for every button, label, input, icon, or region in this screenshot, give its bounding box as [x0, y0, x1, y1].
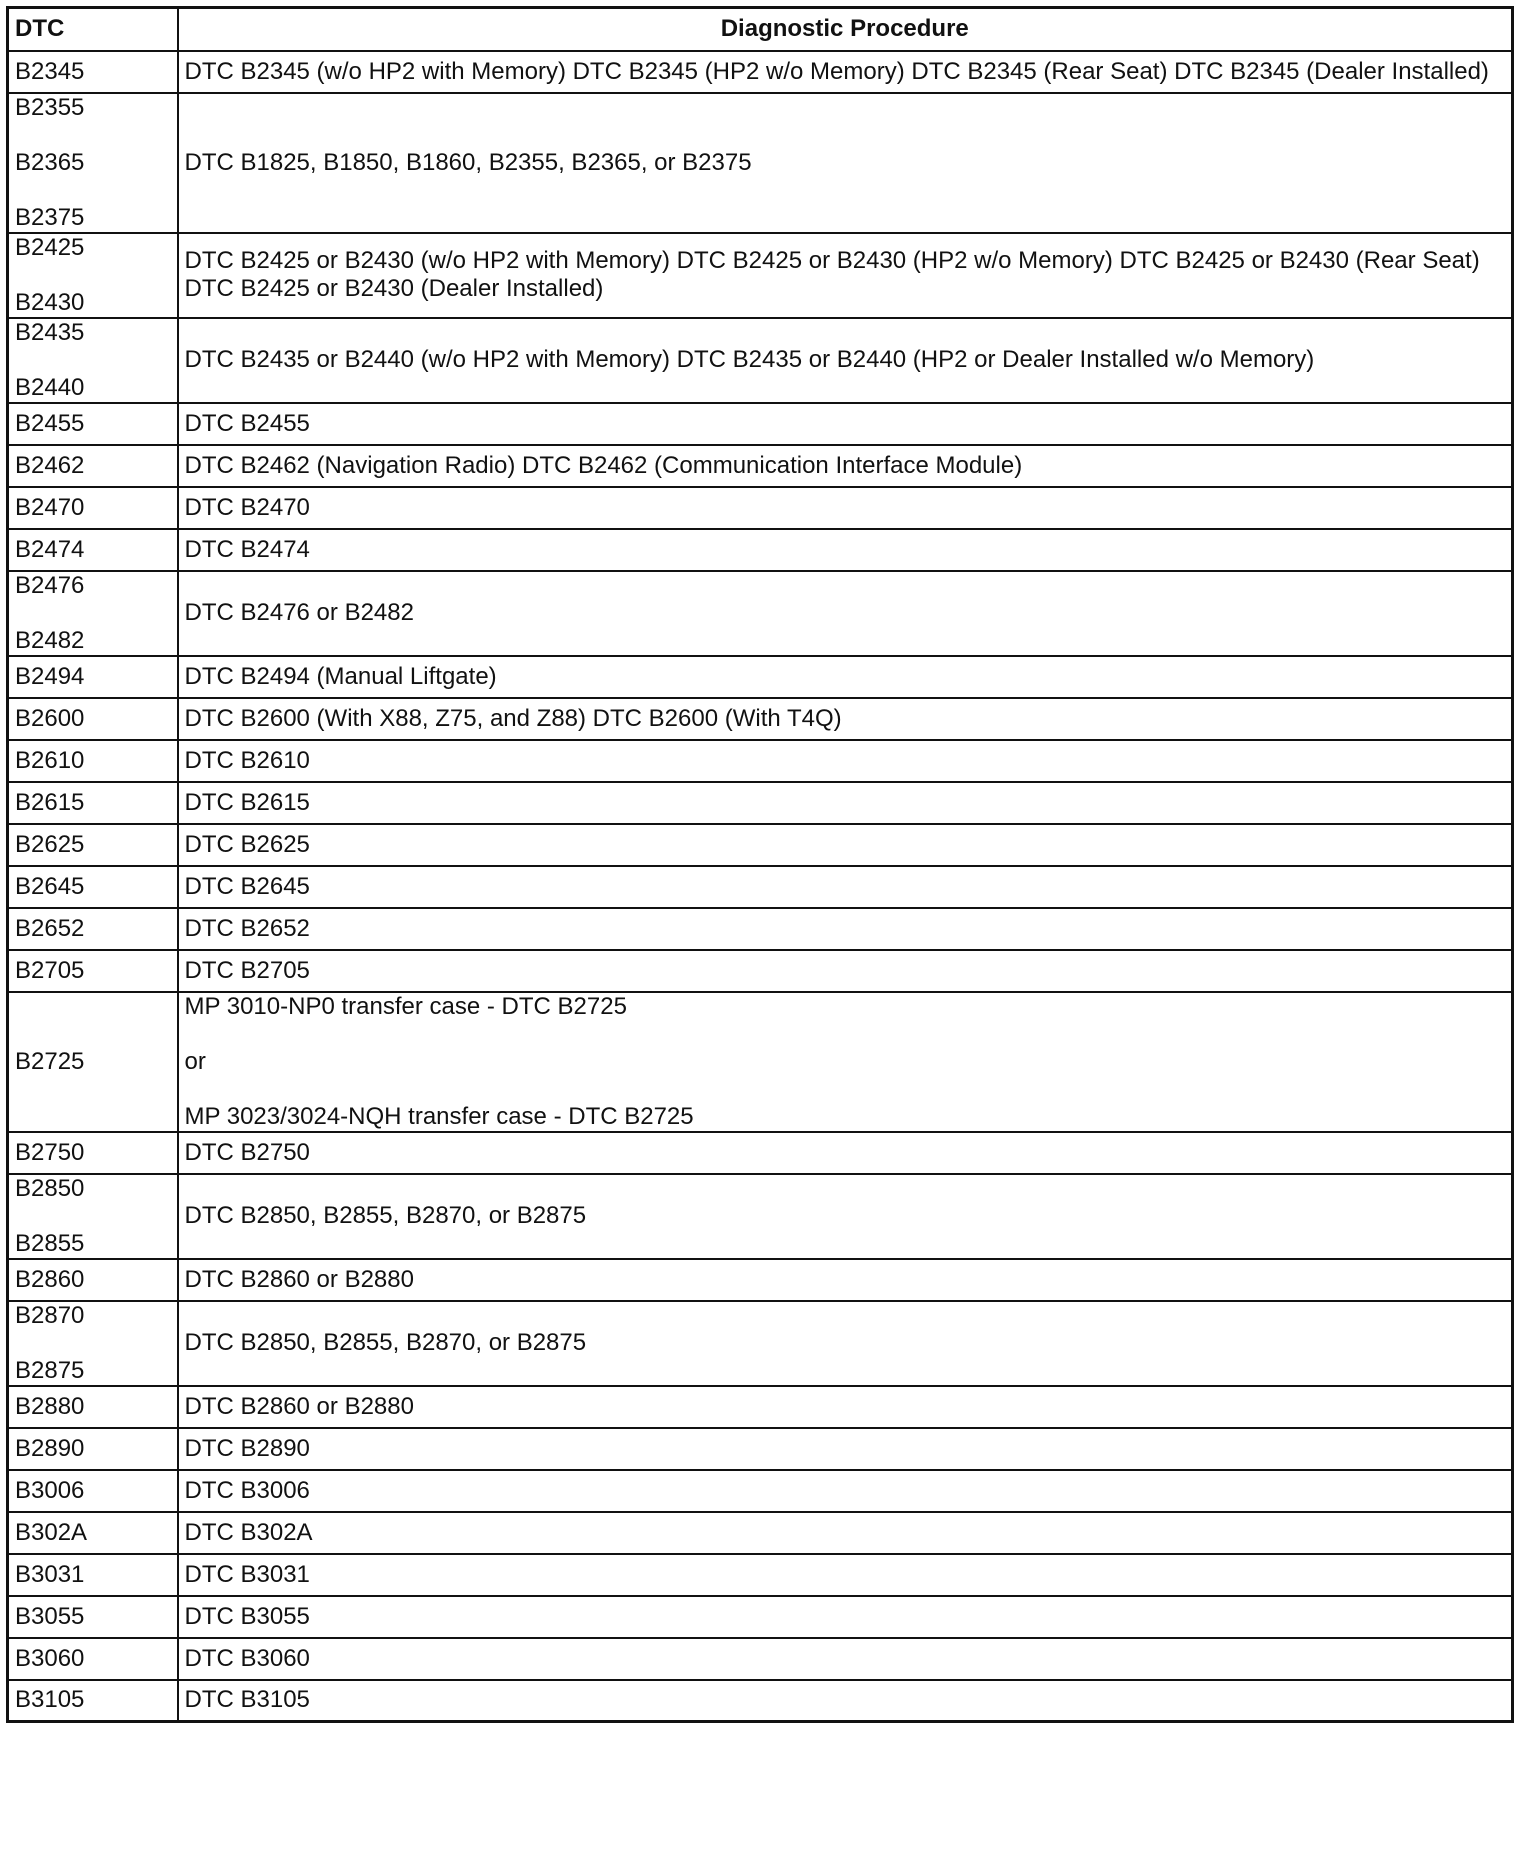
dtc-cell — [8, 656, 178, 698]
table-row — [8, 93, 1513, 233]
dtc-cell — [8, 992, 178, 1132]
diagnostic-procedure-cell — [178, 698, 1513, 740]
dtc-code: B2705 — [15, 956, 85, 984]
table-row — [8, 1512, 1513, 1554]
table-row — [8, 656, 1513, 698]
table-row — [8, 740, 1513, 782]
diagnostic-procedure-cell — [178, 1174, 1513, 1259]
procedure-text: MP 3010-NP0 transfer case - DTC B2725 — [184, 992, 627, 1020]
procedure-text: DTC B3055 — [184, 1602, 310, 1630]
table-row — [8, 1301, 1513, 1386]
diagnostic-procedure-cell — [178, 866, 1513, 908]
dtc-code: B2860 — [15, 1265, 85, 1293]
dtc-code: B2476 — [15, 571, 85, 599]
diagnostic-procedure-cell — [178, 487, 1513, 529]
dtc-procedure-document — [6, 6, 1514, 1723]
table-row — [8, 1259, 1513, 1301]
dtc-cell — [8, 487, 178, 529]
table-row — [8, 1174, 1513, 1259]
procedure-text: DTC B2705 — [184, 956, 310, 984]
table-row — [8, 1428, 1513, 1470]
procedure-text: DTC B2750 — [184, 1138, 310, 1166]
dtc-code: B2365 — [15, 148, 85, 176]
dtc-cell — [8, 1132, 178, 1174]
dtc-code: B2875 — [15, 1356, 85, 1384]
dtc-cell — [8, 866, 178, 908]
column-header-diagnostic-procedure: Diagnostic Procedure — [178, 8, 1513, 51]
table-row — [8, 824, 1513, 866]
dtc-code: B3006 — [15, 1476, 85, 1504]
table-row — [8, 908, 1513, 950]
dtc-cell — [8, 1512, 178, 1554]
dtc-code: B2474 — [15, 535, 85, 563]
procedure-text: DTC B2850, B2855, B2870, or B2875 — [184, 1202, 587, 1229]
procedure-text: DTC B2425 or B2430 (w/o HP2 with Memory) DTC B2425 or B2430 (HP2 w/o Memory) DTC B2425 or B2430 (Rear Seat) DTC B2425 or B2430 (Dealer Installed) — [184, 247, 1480, 302]
dtc-code: B302A — [15, 1518, 88, 1546]
table-row — [8, 233, 1513, 318]
dtc-cell — [8, 51, 178, 93]
dtc-code: B3031 — [15, 1560, 85, 1588]
procedure-text: DTC B302A — [184, 1518, 313, 1546]
dtc-code: B3060 — [15, 1644, 85, 1672]
dtc-code: B2645 — [15, 872, 85, 900]
dtc-cell — [8, 318, 178, 403]
dtc-cell — [8, 529, 178, 571]
dtc-code: B2850 — [15, 1174, 85, 1202]
table-row — [8, 992, 1513, 1132]
dtc-code: B2880 — [15, 1392, 85, 1420]
procedure-text: DTC B3105 — [184, 1686, 310, 1714]
procedure-text: DTC B2494 (Manual Liftgate) — [184, 662, 497, 690]
dtc-cell — [8, 445, 178, 487]
table-row — [8, 571, 1513, 656]
dtc-code: B2610 — [15, 746, 85, 774]
diagnostic-procedure-cell — [178, 571, 1513, 656]
table-row — [8, 950, 1513, 992]
dtc-cell — [8, 1596, 178, 1638]
procedure-text: DTC B2652 — [184, 914, 310, 942]
procedure-text: DTC B2462 (Navigation Radio) DTC B2462 (Communication Interface Module) — [184, 451, 1023, 479]
dtc-code: B2494 — [15, 662, 85, 690]
diagnostic-procedure-cell — [178, 1638, 1513, 1680]
table-row — [8, 403, 1513, 445]
dtc-code: B2440 — [15, 373, 85, 401]
procedure-text: DTC B2890 — [184, 1434, 310, 1462]
table-row — [8, 529, 1513, 571]
table-row — [8, 1386, 1513, 1428]
table-row — [8, 698, 1513, 740]
column-header-dtc: DTC — [8, 8, 178, 51]
diagnostic-procedure-cell — [178, 1428, 1513, 1470]
diagnostic-procedure-cell — [178, 1512, 1513, 1554]
diagnostic-procedure-cell — [178, 782, 1513, 824]
table-row — [8, 487, 1513, 529]
dtc-code: B2425 — [15, 233, 85, 261]
dtc-cell — [8, 233, 178, 318]
dtc-cell — [8, 824, 178, 866]
dtc-code: B2725 — [15, 1047, 85, 1075]
dtc-code: B2470 — [15, 493, 85, 521]
diagnostic-procedure-cell — [178, 403, 1513, 445]
dtc-code: B2345 — [15, 57, 85, 85]
diagnostic-procedure-cell — [178, 1680, 1513, 1722]
table-row — [8, 782, 1513, 824]
dtc-code: B2455 — [15, 409, 85, 437]
table-row — [8, 866, 1513, 908]
procedure-text: DTC B2435 or B2440 (w/o HP2 with Memory) DTC B2435 or B2440 (HP2 or Dealer Installed w/o Memory) — [184, 346, 1315, 373]
procedure-text: DTC B2625 — [184, 830, 310, 858]
table-row — [8, 1680, 1513, 1722]
dtc-cell — [8, 908, 178, 950]
dtc-cell — [8, 1470, 178, 1512]
procedure-text: DTC B2345 (w/o HP2 with Memory) DTC B2345 (HP2 w/o Memory) DTC B2345 (Rear Seat) DTC B2345 (Dealer Installed) — [184, 57, 1489, 85]
table-row — [8, 1596, 1513, 1638]
diagnostic-procedure-cell — [178, 318, 1513, 403]
dtc-cell — [8, 1428, 178, 1470]
table-row — [8, 51, 1513, 93]
dtc-code: B2855 — [15, 1229, 85, 1257]
dtc-cell — [8, 93, 178, 233]
table-row — [8, 1132, 1513, 1174]
table-row — [8, 445, 1513, 487]
diagnostic-procedure-cell — [178, 233, 1513, 318]
procedure-text: DTC B2850, B2855, B2870, or B2875 — [184, 1329, 587, 1356]
dtc-cell — [8, 1554, 178, 1596]
procedure-text: DTC B3031 — [184, 1560, 310, 1588]
diagnostic-procedure-cell — [178, 51, 1513, 93]
dtc-code: B2375 — [15, 203, 85, 231]
diagnostic-procedure-cell — [178, 1259, 1513, 1301]
diagnostic-procedure-cell — [178, 1386, 1513, 1428]
dtc-table — [6, 6, 1514, 1723]
dtc-cell — [8, 1680, 178, 1722]
dtc-code: B2430 — [15, 288, 85, 316]
dtc-code: B2355 — [15, 93, 85, 121]
dtc-code: B3105 — [15, 1686, 85, 1714]
dtc-code: B2482 — [15, 626, 85, 654]
dtc-cell — [8, 782, 178, 824]
procedure-text: DTC B2615 — [184, 788, 310, 816]
diagnostic-procedure-cell — [178, 1470, 1513, 1512]
procedure-text: DTC B2470 — [184, 493, 310, 521]
dtc-code: B2435 — [15, 318, 85, 346]
diagnostic-procedure-cell — [178, 824, 1513, 866]
procedure-text: DTC B2645 — [184, 872, 310, 900]
procedure-text: DTC B2476 or B2482 — [184, 599, 414, 626]
diagnostic-procedure-cell — [178, 950, 1513, 992]
table-row — [8, 1554, 1513, 1596]
diagnostic-procedure-cell — [178, 992, 1513, 1132]
dtc-cell — [8, 1174, 178, 1259]
diagnostic-procedure-cell — [178, 1596, 1513, 1638]
procedure-text: DTC B1825, B1850, B1860, B2355, B2365, or B2375 — [184, 148, 752, 176]
diagnostic-procedure-cell — [178, 1554, 1513, 1596]
diagnostic-procedure-cell — [178, 93, 1513, 233]
dtc-code: B3055 — [15, 1602, 85, 1630]
dtc-cell — [8, 698, 178, 740]
dtc-code: B2750 — [15, 1138, 85, 1166]
table-row — [8, 1470, 1513, 1512]
table-row — [8, 1638, 1513, 1680]
dtc-cell — [8, 740, 178, 782]
dtc-cell — [8, 1638, 178, 1680]
procedure-text: DTC B3006 — [184, 1476, 310, 1504]
procedure-text: DTC B3060 — [184, 1644, 310, 1672]
procedure-text: DTC B2455 — [184, 409, 310, 437]
dtc-code: B2462 — [15, 451, 85, 479]
procedure-text: DTC B2860 or B2880 — [184, 1265, 414, 1293]
procedure-text: DTC B2610 — [184, 746, 310, 774]
dtc-cell — [8, 403, 178, 445]
dtc-code: B2870 — [15, 1301, 85, 1329]
diagnostic-procedure-cell — [178, 1301, 1513, 1386]
table-row — [8, 318, 1513, 403]
procedure-text: DTC B2860 or B2880 — [184, 1392, 414, 1420]
diagnostic-procedure-cell — [178, 740, 1513, 782]
dtc-code: B2890 — [15, 1434, 85, 1462]
procedure-text: MP 3023/3024-NQH transfer case - DTC B2725 — [184, 1102, 694, 1130]
diagnostic-procedure-cell — [178, 656, 1513, 698]
procedure-text: DTC B2474 — [184, 535, 310, 563]
table-body — [8, 51, 1513, 1722]
procedure-text: or — [184, 1047, 206, 1075]
procedure-text: DTC B2600 (With X88, Z75, and Z88) DTC B2600 (With T4Q) — [184, 704, 842, 732]
diagnostic-procedure-cell — [178, 1132, 1513, 1174]
dtc-code: B2625 — [15, 830, 85, 858]
dtc-cell — [8, 571, 178, 656]
dtc-cell — [8, 1259, 178, 1301]
dtc-code: B2600 — [15, 704, 85, 732]
table-header-row — [8, 8, 1513, 51]
diagnostic-procedure-cell — [178, 529, 1513, 571]
dtc-cell — [8, 1301, 178, 1386]
dtc-code: B2652 — [15, 914, 85, 942]
dtc-cell — [8, 950, 178, 992]
diagnostic-procedure-cell — [178, 445, 1513, 487]
diagnostic-procedure-cell — [178, 908, 1513, 950]
dtc-cell — [8, 1386, 178, 1428]
dtc-code: B2615 — [15, 788, 85, 816]
